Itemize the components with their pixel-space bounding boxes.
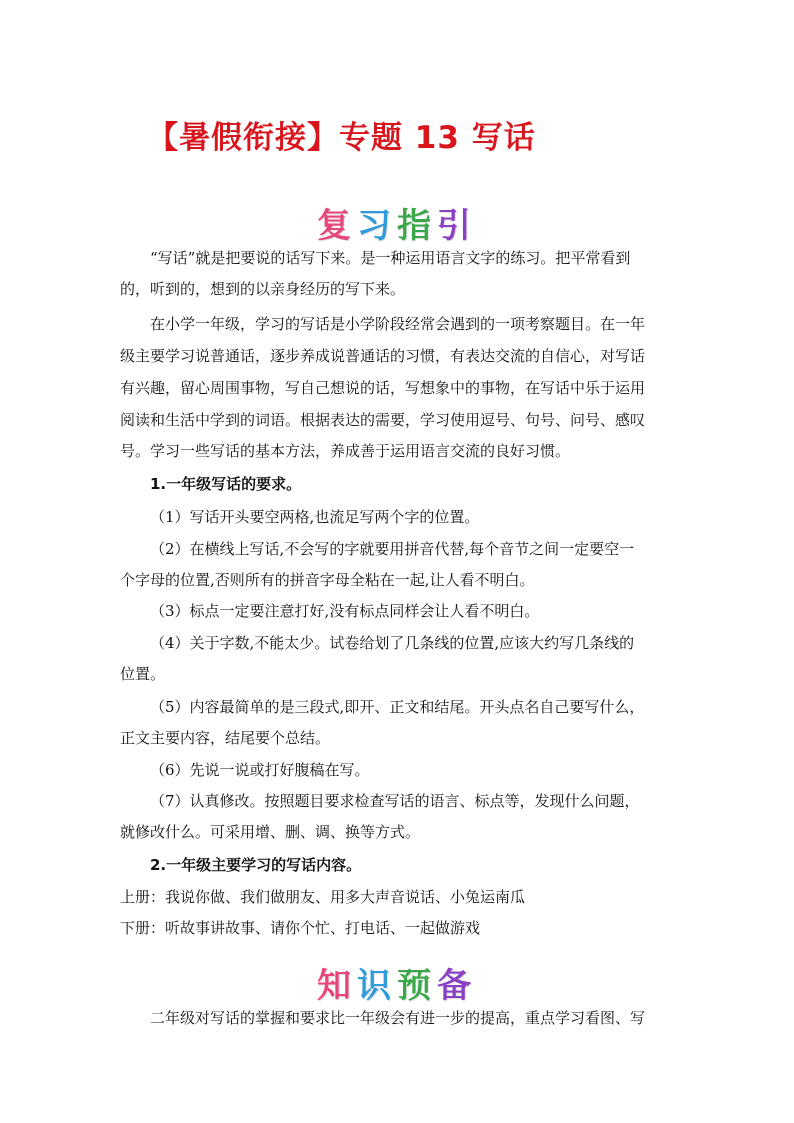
paragraph-line: 级主要学习说普通话，逐步养成说普通话的习惯，有表达交流的自信心，对写话: [120, 347, 646, 365]
heading-char: 备: [437, 966, 477, 1006]
list-item: （1）写话开头要空两格,也流足写两个字的位置。: [150, 508, 480, 526]
list-item: 上册：我说你做、我们做朋友、用多大声音说话、小兔运南瓜: [120, 888, 526, 906]
subheading-content: 2.一年级主要学习的写话内容。: [150, 856, 362, 874]
paragraph-line: 有兴趣，留心周围事物，写自己想说的话，写想象中的事物，在写话中乐于运用: [120, 379, 646, 397]
list-item: （4）关于字数,不能太少。试卷给划了几条线的位置,应该大约写几条线的: [150, 634, 635, 652]
paragraph-line: 阅读和生活中学到的词语。根据表达的需要，学习使用逗号、句号、问号、感叹: [120, 411, 646, 429]
paragraph-line: 的，听到的，想到的以亲身经历的写下来。: [120, 280, 406, 298]
heading-char: 预: [397, 966, 437, 1006]
subheading-requirements: 1.一年级写话的要求。: [150, 475, 302, 493]
list-item-continued: 个字母的位置,否则所有的拼音字母全粘在一起,让人看不明白。: [120, 571, 535, 589]
list-item: （3）标点一定要注意打好,没有标点同样会让人看不明白。: [150, 602, 540, 620]
heading-char: 识: [357, 966, 397, 1006]
section-heading-review-guide: [0, 198, 794, 247]
list-item-continued: 正文主要内容，结尾要个总结。: [120, 729, 331, 747]
list-item-continued: 就修改什么。可采用增、删、调、换等方式。: [120, 823, 421, 841]
list-item: （5）内容最简单的是三段式,即开、正文和结尾。开头点名自己要写什么，: [150, 698, 645, 716]
section-heading-knowledge-prep: [0, 958, 794, 1007]
heading-char: 知: [317, 966, 357, 1006]
list-item: （2）在横线上写话,不会写的字就要用拼音代替,每个音节之间一定要空一: [150, 540, 635, 558]
document-title: 【暑假衔接】专题 13 写话: [147, 120, 536, 156]
paragraph-line: “写话”就是把要说的话写下来。是一种运用语言文字的练习。把平常看到: [150, 249, 631, 267]
list-item-continued: 位置。: [120, 665, 166, 683]
list-item: 下册：听故事讲故事、请你个忙、打电话、一起做游戏: [120, 919, 481, 937]
list-item: （6）先说一说或打好腹稿在写。: [150, 761, 370, 779]
heading-char: 复: [317, 206, 357, 246]
paragraph-line: 二年级对写话的掌握和要求比一年级会有进一步的提高，重点学习看图、写: [150, 1009, 646, 1027]
paragraph-line: 号。学习一些写话的基本方法，养成善于运用语言交流的良好习惯。: [120, 442, 571, 460]
heading-char: 习: [357, 206, 397, 246]
heading-char: 引: [437, 206, 477, 246]
list-item: （7）认真修改。按照题目要求检查写话的语言、标点等，发现什么问题，: [150, 792, 640, 810]
heading-char: 指: [397, 206, 437, 246]
paragraph-line: 在小学一年级，学习的写话是小学阶段经常会遇到的一项考察题目。在一年: [150, 315, 646, 333]
